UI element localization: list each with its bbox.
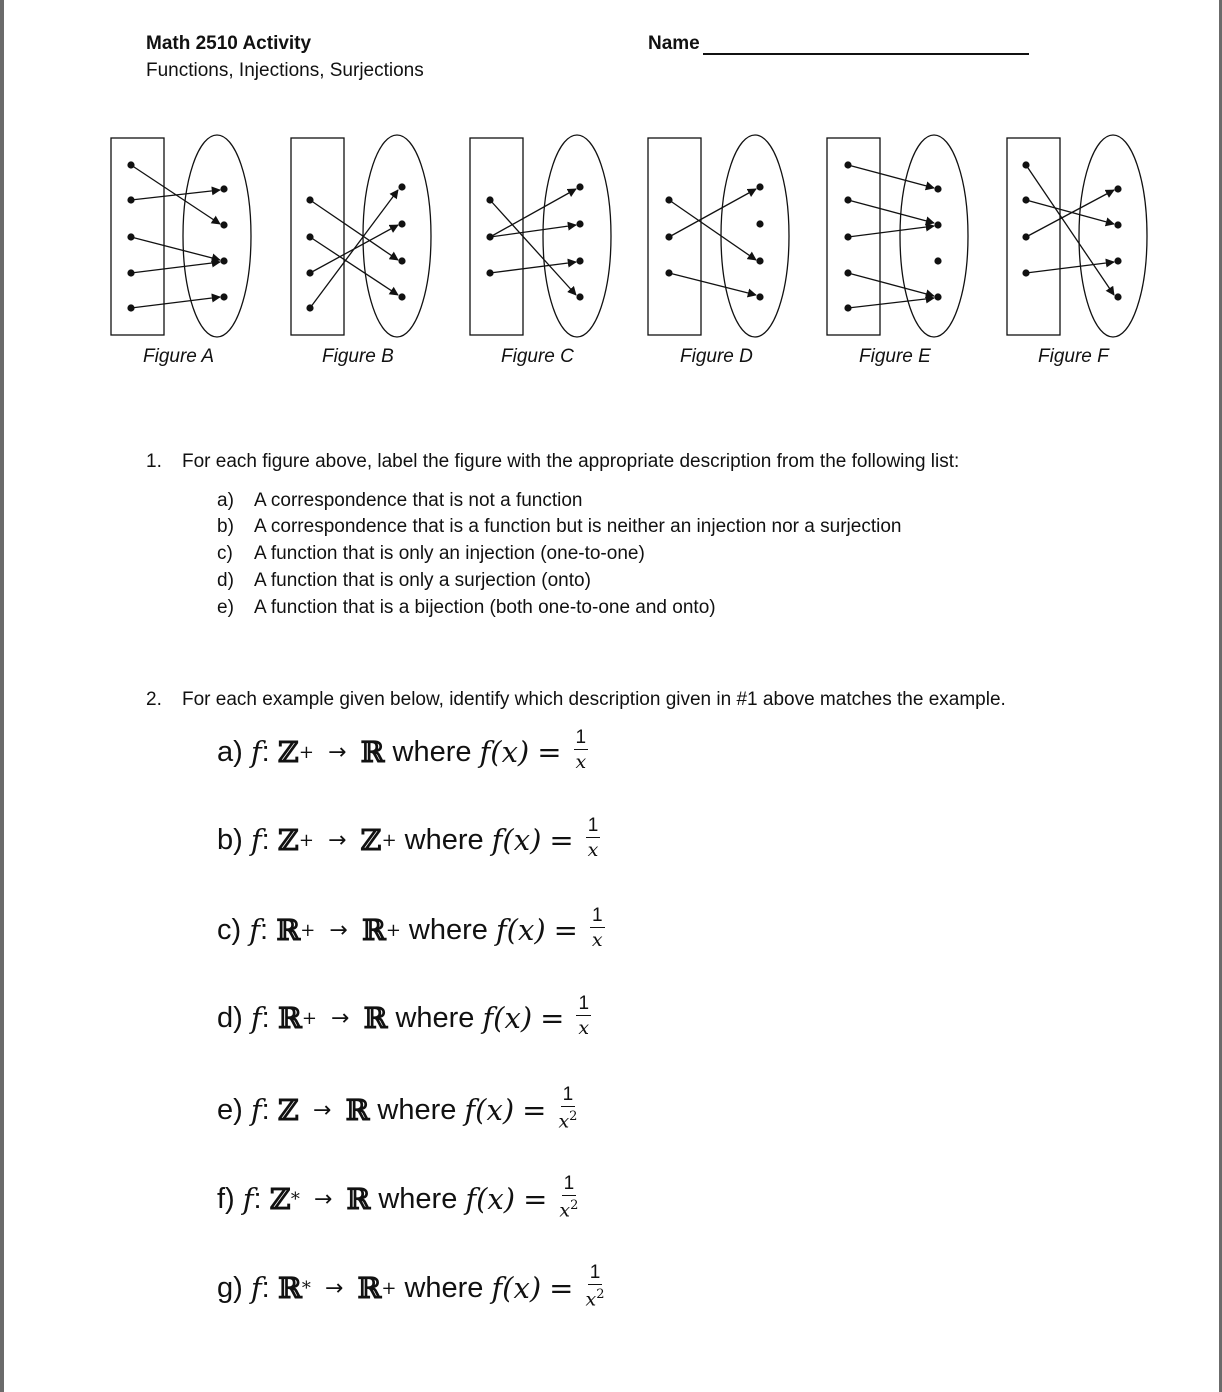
maps-to-arrow: → [327,739,347,765]
fraction-numerator: 1 [578,993,590,1014]
figure-f-diagram [1007,135,1147,337]
example-label: e) [217,1093,251,1126]
function-of-x: f(x) [479,735,530,769]
domain-set: ℝ [277,1001,302,1035]
figure-e-label: Figure E [859,346,931,367]
page-border-left [0,0,4,1392]
option-text: A function that is only a surjection (onto) [254,570,591,591]
option-letter: d) [217,570,234,591]
question-1-text: For each figure above, label the figure with the appropriate description from the following list: [182,451,960,472]
where-word: where [404,1271,484,1304]
function-symbol: f [250,823,262,857]
example-label: f) [217,1182,243,1215]
where-word: where [408,913,488,946]
option-text: A function that is a bijection (both one-to-one and onto) [254,597,716,618]
question-1-number: 1. [146,451,162,472]
where-word: where [377,1093,457,1126]
codomain-superscript: + [381,829,397,851]
function-of-x: f(x) [491,823,542,857]
maps-to-arrow: → [329,917,348,943]
example-label: c) [217,913,250,946]
example-formula [217,905,605,952]
figure-f-label: Figure F [1038,346,1109,367]
domain-superscript: * [301,1277,311,1299]
domain-set: ℤ [277,1093,299,1128]
example-label: d) [217,1001,251,1034]
example-formula [217,1084,578,1133]
where-word: where [404,823,484,856]
colon: : [261,823,278,856]
domain-superscript: + [300,919,316,941]
domain-superscript: * [290,1188,300,1210]
codomain-set: ℝ [360,735,385,769]
fraction-numerator: 1 [575,727,587,748]
exponent: 2 [596,1287,605,1302]
function-symbol: f [250,1001,262,1035]
option-letter: c) [217,543,233,564]
question-2-text: For each example given below, identify which description given in #1 above matches the example. [182,689,1006,710]
equals-sign: = [522,1093,547,1128]
exponent: 2 [570,1198,579,1213]
colon: : [261,735,278,768]
function-symbol: f [250,1093,262,1128]
fraction-denominator: x [587,839,599,861]
domain-superscript: + [298,741,314,763]
example-formula [217,727,588,774]
domain-set: ℝ [277,1271,302,1306]
domain-set: ℤ [277,823,299,857]
exponent: 2 [569,1109,578,1124]
codomain-set: ℝ [345,1093,370,1128]
option-text: A correspondence that is a function but is neither an injection nor a surjection [254,516,902,537]
function-symbol: f [250,1271,262,1306]
function-of-x: f(x) [495,913,546,947]
equals-sign: = [540,1001,565,1035]
codomain-superscript: + [381,1277,397,1299]
domain-set: ℝ [276,913,301,947]
equals-sign: = [553,913,578,947]
example-label: b) [217,823,251,856]
fraction-numerator: 1 [587,815,599,836]
function-symbol: f [249,913,260,947]
codomain-set: ℤ [360,823,382,857]
function-symbol: f [250,735,262,769]
fraction-denominator: $x^2$ [585,1287,605,1311]
where-word: where [395,1001,475,1034]
question-2-number: 2. [146,689,162,710]
fraction-denominator: x [578,1017,590,1039]
maps-to-arrow: → [313,1186,333,1212]
activity-topic: Functions, Injections, Surjections [146,60,424,81]
fraction [574,728,589,772]
fraction-denominator: x [591,929,603,951]
option-letter: e) [217,597,234,618]
function-of-x: f(x) [482,1001,533,1035]
codomain-set: ℝ [361,913,386,947]
example-formula [217,993,591,1040]
colon: : [261,1271,278,1304]
fraction-denominator: $x^2$ [559,1198,579,1222]
equals-sign: = [549,823,574,857]
name-field-line[interactable] [703,53,1029,55]
domain-superscript: + [301,1007,317,1029]
figure-b-label: Figure B [322,346,394,367]
domain-set: ℤ [277,735,299,769]
option-letter: a) [217,490,234,511]
figure-c-label: Figure C [501,346,574,367]
fraction-numerator: 1 [589,1262,601,1283]
codomain-set: ℝ [363,1001,388,1035]
function-of-x: f(x) [465,1182,516,1217]
figure-e-diagram [827,135,968,337]
maps-to-arrow: → [312,1097,332,1123]
maps-to-arrow: → [330,1005,350,1031]
fraction [576,994,591,1038]
mapping-figures [100,125,1160,345]
example-formula [217,1173,579,1222]
name-label: Name [648,33,700,54]
function-of-x: f(x) [464,1093,515,1128]
fraction-denominator: x [575,751,587,773]
option-text: A correspondence that is not a function [254,490,583,511]
fraction-numerator: 1 [591,905,603,926]
fraction-numerator: 1 [562,1084,574,1105]
function-symbol: f [242,1182,254,1217]
fraction-denominator: $x^2$ [558,1109,578,1133]
maps-to-arrow: → [327,827,347,853]
domain-set: ℤ [269,1182,291,1217]
fraction [559,1174,578,1220]
course-title: Math 2510 Activity [146,33,312,54]
figure-d-label: Figure D [680,346,753,367]
equals-sign: = [549,1271,574,1306]
option-letter: b) [217,516,234,537]
colon: : [253,1182,270,1215]
where-word: where [378,1182,458,1215]
domain-superscript: + [298,829,314,851]
fraction [586,816,601,860]
figure-b-diagram [291,135,431,337]
function-of-x: f(x) [491,1271,542,1306]
figure-d-diagram [648,135,789,337]
example-label: g) [217,1271,251,1304]
equals-sign: = [523,1182,548,1217]
option-text: A function that is only an injection (one-to-one) [254,543,645,564]
figure-c-diagram [470,135,611,337]
equals-sign: = [537,735,562,769]
colon: : [261,1001,278,1034]
where-word: where [392,735,472,768]
codomain-set: ℝ [357,1271,382,1306]
codomain-superscript: + [385,919,401,941]
colon: : [261,1093,278,1126]
colon: : [259,913,277,946]
fraction-numerator: 1 [563,1173,575,1194]
fraction [558,1085,577,1131]
codomain-set: ℝ [346,1182,371,1217]
example-formula [217,1262,605,1311]
example-label: a) [217,735,251,768]
example-formula [217,815,600,862]
figure-a-diagram [111,135,251,337]
figure-a-label: Figure A [143,346,215,367]
maps-to-arrow: → [324,1275,344,1301]
fraction [590,906,605,950]
fraction [585,1263,604,1309]
